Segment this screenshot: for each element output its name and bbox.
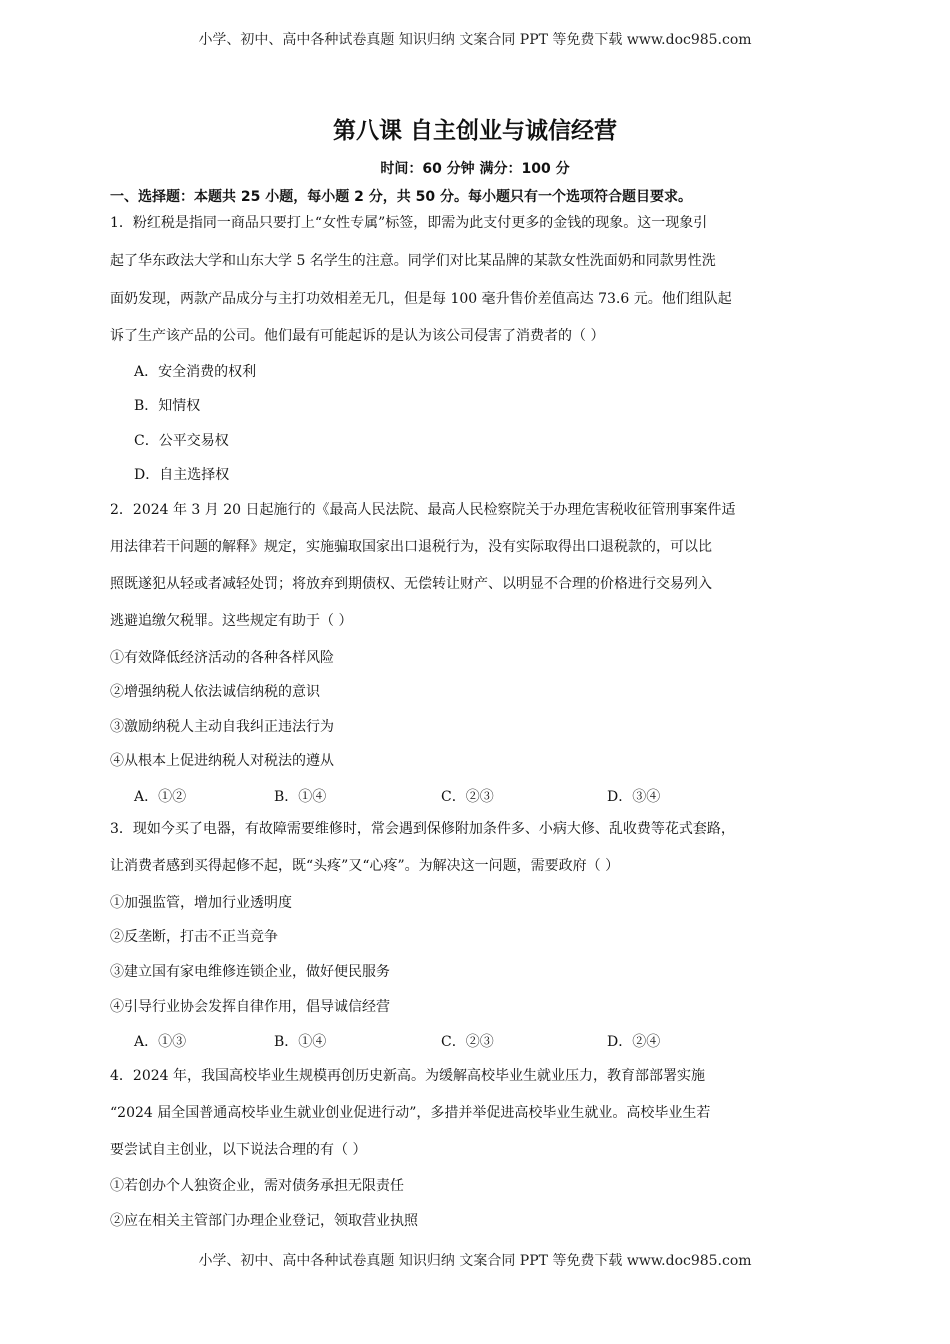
- question-1-option-a: A．安全消费的权利: [134, 364, 257, 380]
- question-3-item: ④引导行业协会发挥自律作用，倡导诚信经营: [110, 999, 390, 1015]
- question-2-item: ①有效降低经济活动的各种各样风险: [110, 650, 334, 666]
- question-4-line: “2024 届全国普通高校毕业生就业创业促进行动”，多措并举促进高校毕业生就业。高校毕业生若: [110, 1105, 711, 1121]
- question-3-option-b: B．①④: [274, 1034, 327, 1050]
- question-3-line: 3．现如今买了电器，有故障需要维修时，常会遇到保修附加条件多、小病大修、乱收费等花式套路，: [110, 821, 735, 837]
- question-1-line: 1．粉红税是指同一商品只要打上“女性专属”标签，即需为此支付更多的金钱的现象。这一现象引: [110, 215, 708, 231]
- question-1-line: 起了华东政法大学和山东大学 5 名学生的注意。同学们对比某品牌的某款女性洗面奶和同款男性洗: [110, 253, 716, 269]
- question-3-line: 让消费者感到买得起修不起，既“头疼”又“心疼”。为解决这一问题，需要政府（ ）: [110, 858, 620, 874]
- question-2-option-d: D．③④: [607, 789, 661, 805]
- page-footer: 小学、初中、高中各种试卷真题 知识归纳 文案合同 PPT 等免费下载 www.doc985.com: [198, 1253, 752, 1269]
- question-2-item: ④从根本上促进纳税人对税法的遵从: [110, 753, 334, 769]
- question-2-line: 2．2024 年 3 月 20 日起施行的《最高人民法院、最高人民检察院关于办理危害税收征管刑事案件适: [110, 502, 736, 518]
- question-3-option-a: A．①③: [134, 1034, 187, 1050]
- question-2-line: 逃避追缴欠税罪。这些规定有助于（ ）: [110, 613, 353, 629]
- question-3-option-d: D．②④: [607, 1034, 661, 1050]
- question-2-item: ③激励纳税人主动自我纠正违法行为: [110, 719, 334, 735]
- question-3-item: ①加强监管，增加行业透明度: [110, 895, 292, 911]
- question-2-line: 用法律若干问题的解释》规定，实施骗取国家出口退税行为，没有实际取得出口退税款的，可以比: [110, 539, 712, 555]
- exam-info: 时间：60 分钟 满分：100 分: [380, 161, 570, 177]
- question-4-line: 要尝试自主创业，以下说法合理的有（ ）: [110, 1142, 367, 1158]
- question-1-option-b: B．知情权: [134, 398, 201, 414]
- question-1-option-c: C．公平交易权: [134, 433, 229, 449]
- page-title: 第八课 自主创业与诚信经营: [332, 118, 617, 144]
- page-header: 小学、初中、高中各种试卷真题 知识归纳 文案合同 PPT 等免费下载 www.doc985.com: [198, 32, 752, 48]
- question-1-line: 诉了生产该产品的公司。他们最有可能起诉的是认为该公司侵害了消费者的（ ）: [110, 328, 605, 344]
- section-heading: 一、选择题：本题共 25 小题，每小题 2 分，共 50 分。每小题只有一个选项符合题目要求。: [110, 189, 692, 205]
- question-2-item: ②增强纳税人依法诚信纳税的意识: [110, 684, 320, 700]
- question-4-item: ①若创办个人独资企业，需对债务承担无限责任: [110, 1178, 404, 1194]
- question-3-item: ③建立国有家电维修连锁企业，做好便民服务: [110, 964, 390, 980]
- question-4-line: 4．2024 年，我国高校毕业生规模再创历史新高。为缓解高校毕业生就业压力，教育部部署实施: [110, 1068, 705, 1084]
- question-2-option-a: A．①②: [134, 789, 187, 805]
- question-4-item: ②应在相关主管部门办理企业登记，领取营业执照: [110, 1213, 418, 1229]
- question-2-line: 照既遂犯从轻或者减轻处罚；将放弃到期债权、无偿转让财产、以明显不合理的价格进行交易列入: [110, 576, 712, 592]
- question-2-option-b: B．①④: [274, 789, 327, 805]
- question-1-option-d: D．自主选择权: [134, 467, 230, 483]
- question-3-item: ②反垄断，打击不正当竞争: [110, 929, 278, 945]
- question-1-line: 面奶发现，两款产品成分与主打功效相差无几，但是每 100 毫升售价差值高达 73.6 元。他们组队起: [110, 291, 732, 307]
- question-3-option-c: C．②③: [441, 1034, 494, 1050]
- question-2-option-c: C．②③: [441, 789, 494, 805]
